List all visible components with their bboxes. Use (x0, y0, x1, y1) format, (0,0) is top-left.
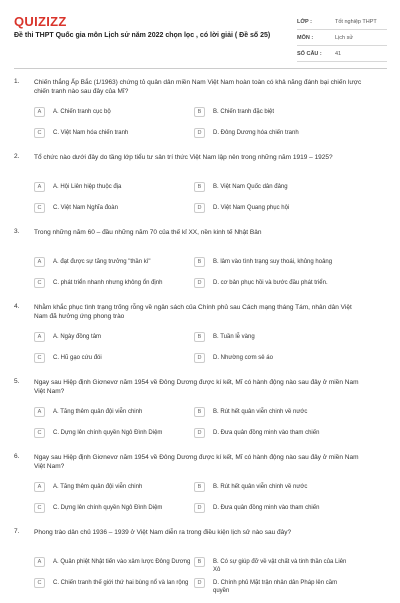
option-text: C. Dựng lên chính quyền Ngô Đình Diệm (53, 505, 163, 511)
question-text: Chiến thắng Ấp Bắc (1/1963) chứng tỏ quân dân miền Nam Việt Nam hoàn toàn có khả năng đánh bại chiến lược chiến tranh nào sau đây của Mĩ? (34, 79, 362, 95)
option-letter-box: B (194, 332, 205, 342)
question-number: 3. (14, 228, 20, 235)
header-divider (14, 68, 387, 69)
answer-option-a[interactable] (34, 482, 194, 492)
question-text: Tổ chức nào dưới đây do tầng lớp tiểu tư sản trí thức Việt Nam lập nên trong những năm 1919 – 1925? (34, 154, 333, 161)
meta-value: Lịch sử (335, 34, 354, 41)
answer-option-d[interactable] (194, 353, 354, 363)
quizizz-logo: QUIZIZZ (14, 14, 67, 29)
option-text: B. Rút hết quân viễn chinh về nước (213, 409, 308, 415)
answer-option-c[interactable] (34, 128, 194, 138)
option-letter-box: A (34, 557, 45, 567)
answer-option-a[interactable] (34, 107, 194, 117)
answer-option-b[interactable] (194, 407, 354, 417)
question-number: 4. (14, 303, 20, 310)
option-text: A. Ngày đồng tâm (53, 334, 102, 340)
option-letter-box: B (194, 407, 205, 417)
question-7 (14, 528, 387, 603)
question-list (14, 78, 387, 603)
option-letter-box: A (34, 482, 45, 492)
answer-option-d[interactable] (194, 128, 354, 138)
meta-label: SỐ CÂU : (297, 50, 322, 57)
option-text: A. Chiến tranh cục bộ (53, 109, 111, 115)
answer-option-c[interactable] (34, 503, 194, 513)
option-text: C. Dựng lên chính quyền Ngô Đình Diệm (53, 430, 163, 436)
answer-option-b[interactable] (194, 482, 354, 492)
option-text: C. Việt Nam Nghĩa đoàn (53, 205, 118, 211)
option-text: C. Việt Nam hóa chiến tranh (53, 130, 129, 136)
answer-option-b[interactable] (194, 257, 354, 267)
question-2 (14, 153, 387, 228)
answer-option-b[interactable] (194, 557, 354, 574)
answer-option-a[interactable] (34, 332, 194, 342)
option-letter-box: A (34, 407, 45, 417)
question-3 (14, 228, 387, 303)
question-number: 6. (14, 453, 20, 460)
option-text: A. Tăng thêm quân đội viễn chinh (53, 484, 143, 490)
option-letter-box: A (34, 257, 45, 267)
option-letter-box: B (194, 107, 205, 117)
question-number: 1. (14, 78, 20, 85)
option-text: C. Hũ gạo cứu đói (53, 355, 102, 361)
option-letter-box: D (194, 353, 205, 363)
answer-option-c[interactable] (34, 428, 194, 438)
answer-option-d[interactable] (194, 428, 354, 438)
meta-label: MÔN : (297, 34, 314, 41)
question-5 (14, 378, 387, 453)
meta-label: LỚP : (297, 18, 312, 25)
question-4 (14, 303, 387, 378)
option-text: D. Chính phủ Mặt trận nhân dân Pháp lên cầm quyền (213, 580, 338, 594)
option-text: C. phát triển nhanh nhưng không ổn định (53, 280, 163, 286)
option-letter-box: D (194, 203, 205, 213)
question-number: 5. (14, 378, 20, 385)
option-text: A. Tăng thêm quân đội viễn chinh (53, 409, 143, 415)
option-letter-box: C (34, 353, 45, 363)
option-text: D. Đưa quân đồng minh vào tham chiến (213, 430, 320, 436)
answer-option-a[interactable] (34, 257, 194, 267)
answer-option-a[interactable] (34, 557, 194, 567)
answer-option-c[interactable] (34, 578, 194, 588)
option-letter-box: B (194, 557, 205, 567)
answer-option-b[interactable] (194, 332, 354, 342)
option-letter-box: D (194, 128, 205, 138)
option-letter-box: D (194, 503, 205, 513)
option-letter-box: D (194, 578, 205, 588)
option-letter-box: C (34, 278, 45, 288)
question-text: Ngay sau Hiệp định Giơnevơ năm 1954 về Đông Dương được kí kết, Mĩ có hành động nào sau đây ở miền Nam Việt Nam? (34, 379, 359, 395)
meta-value: 41 (335, 50, 342, 57)
option-text: D. Đông Dương hóa chiến tranh (213, 130, 299, 136)
option-text: B. lâm vào tình trạng suy thoái, khủng hoảng (213, 259, 333, 265)
option-letter-box: D (194, 428, 205, 438)
option-letter-box: C (34, 128, 45, 138)
option-letter-box: B (194, 482, 205, 492)
option-text: A. đạt được sự tăng trưởng "thần kì" (53, 259, 151, 265)
option-text: D. Nhường cơm sẻ áo (213, 355, 273, 361)
option-letter-box: B (194, 182, 205, 192)
question-number: 7. (14, 528, 20, 535)
answer-option-d[interactable] (194, 203, 354, 213)
answer-option-d[interactable] (194, 578, 354, 595)
option-letter-box: B (194, 257, 205, 267)
option-text: D. Đưa quân đồng minh vào tham chiến (213, 505, 320, 511)
option-text: B. Việt Nam Quốc dân đảng (213, 184, 288, 190)
answer-option-b[interactable] (194, 107, 354, 117)
meta-row-subject (297, 30, 387, 46)
document-title: Đề thi THPT Quốc gia môn Lịch sử năm 2022 chọn lọc , có lời giải ( Đề số 25) (14, 32, 271, 39)
answer-option-d[interactable] (194, 278, 354, 288)
option-letter-box: A (34, 107, 45, 117)
question-1 (14, 78, 387, 153)
answer-option-c[interactable] (34, 278, 194, 288)
option-text: D. Việt Nam Quang phục hội (213, 205, 290, 211)
question-text: Ngay sau Hiệp định Giơnevơ năm 1954 về Đông Dương được kí kết, Mĩ có hành động nào sau đây ở miền Nam Việt Nam? (34, 454, 359, 470)
option-letter-box: C (34, 503, 45, 513)
answer-option-a[interactable] (34, 182, 194, 192)
answer-option-b[interactable] (194, 182, 354, 192)
question-text: Nhằm khắc phục tình trạng trống rỗng về ngân sách của Chính phủ sau Cách mạng tháng Tám, nhân dân Việt Nam đã hưởng ứng phong trào (34, 304, 352, 320)
question-text: Trong những năm 60 – đầu những năm 70 của thế kỉ XX, nền kinh tế Nhật Bản (34, 229, 262, 236)
option-text: B. Có sự giúp đỡ về vật chất và tinh thần của Liên Xô (213, 559, 347, 573)
option-text: B. Tuần lễ vàng (213, 334, 255, 340)
option-letter-box: D (194, 278, 205, 288)
option-letter-box: A (34, 332, 45, 342)
meta-panel (297, 14, 387, 62)
answer-option-c[interactable] (34, 353, 194, 363)
meta-row-class (297, 14, 387, 30)
option-letter-box: C (34, 203, 45, 213)
option-text: C. Chiến tranh thế giới thứ hai bùng nổ và lan rộng (53, 580, 189, 586)
option-text: D. cơ bản phục hồi và bước đầu phát triển. (213, 280, 328, 286)
answer-option-a[interactable] (34, 407, 194, 417)
option-letter-box: C (34, 428, 45, 438)
option-text: A. Quân phiệt Nhật tiến vào xâm lược Đông Dương (53, 559, 191, 565)
meta-value: Tốt nghiệp THPT (335, 18, 377, 25)
meta-row-count (297, 46, 387, 62)
question-6 (14, 453, 387, 528)
answer-option-c[interactable] (34, 203, 194, 213)
option-text: B. Chiến tranh đặc biệt (213, 109, 275, 115)
option-text: A. Hội Liên hiệp thuộc địa (53, 184, 122, 190)
question-number: 2. (14, 153, 20, 160)
option-letter-box: C (34, 578, 45, 588)
question-text: Phong trào dân chủ 1936 – 1939 ở Việt Nam diễn ra trong điều kiện lịch sử nào sau đây? (34, 529, 292, 536)
answer-option-d[interactable] (194, 503, 354, 513)
option-text: B. Rút hết quân viễn chinh về nước (213, 484, 308, 490)
option-letter-box: A (34, 182, 45, 192)
